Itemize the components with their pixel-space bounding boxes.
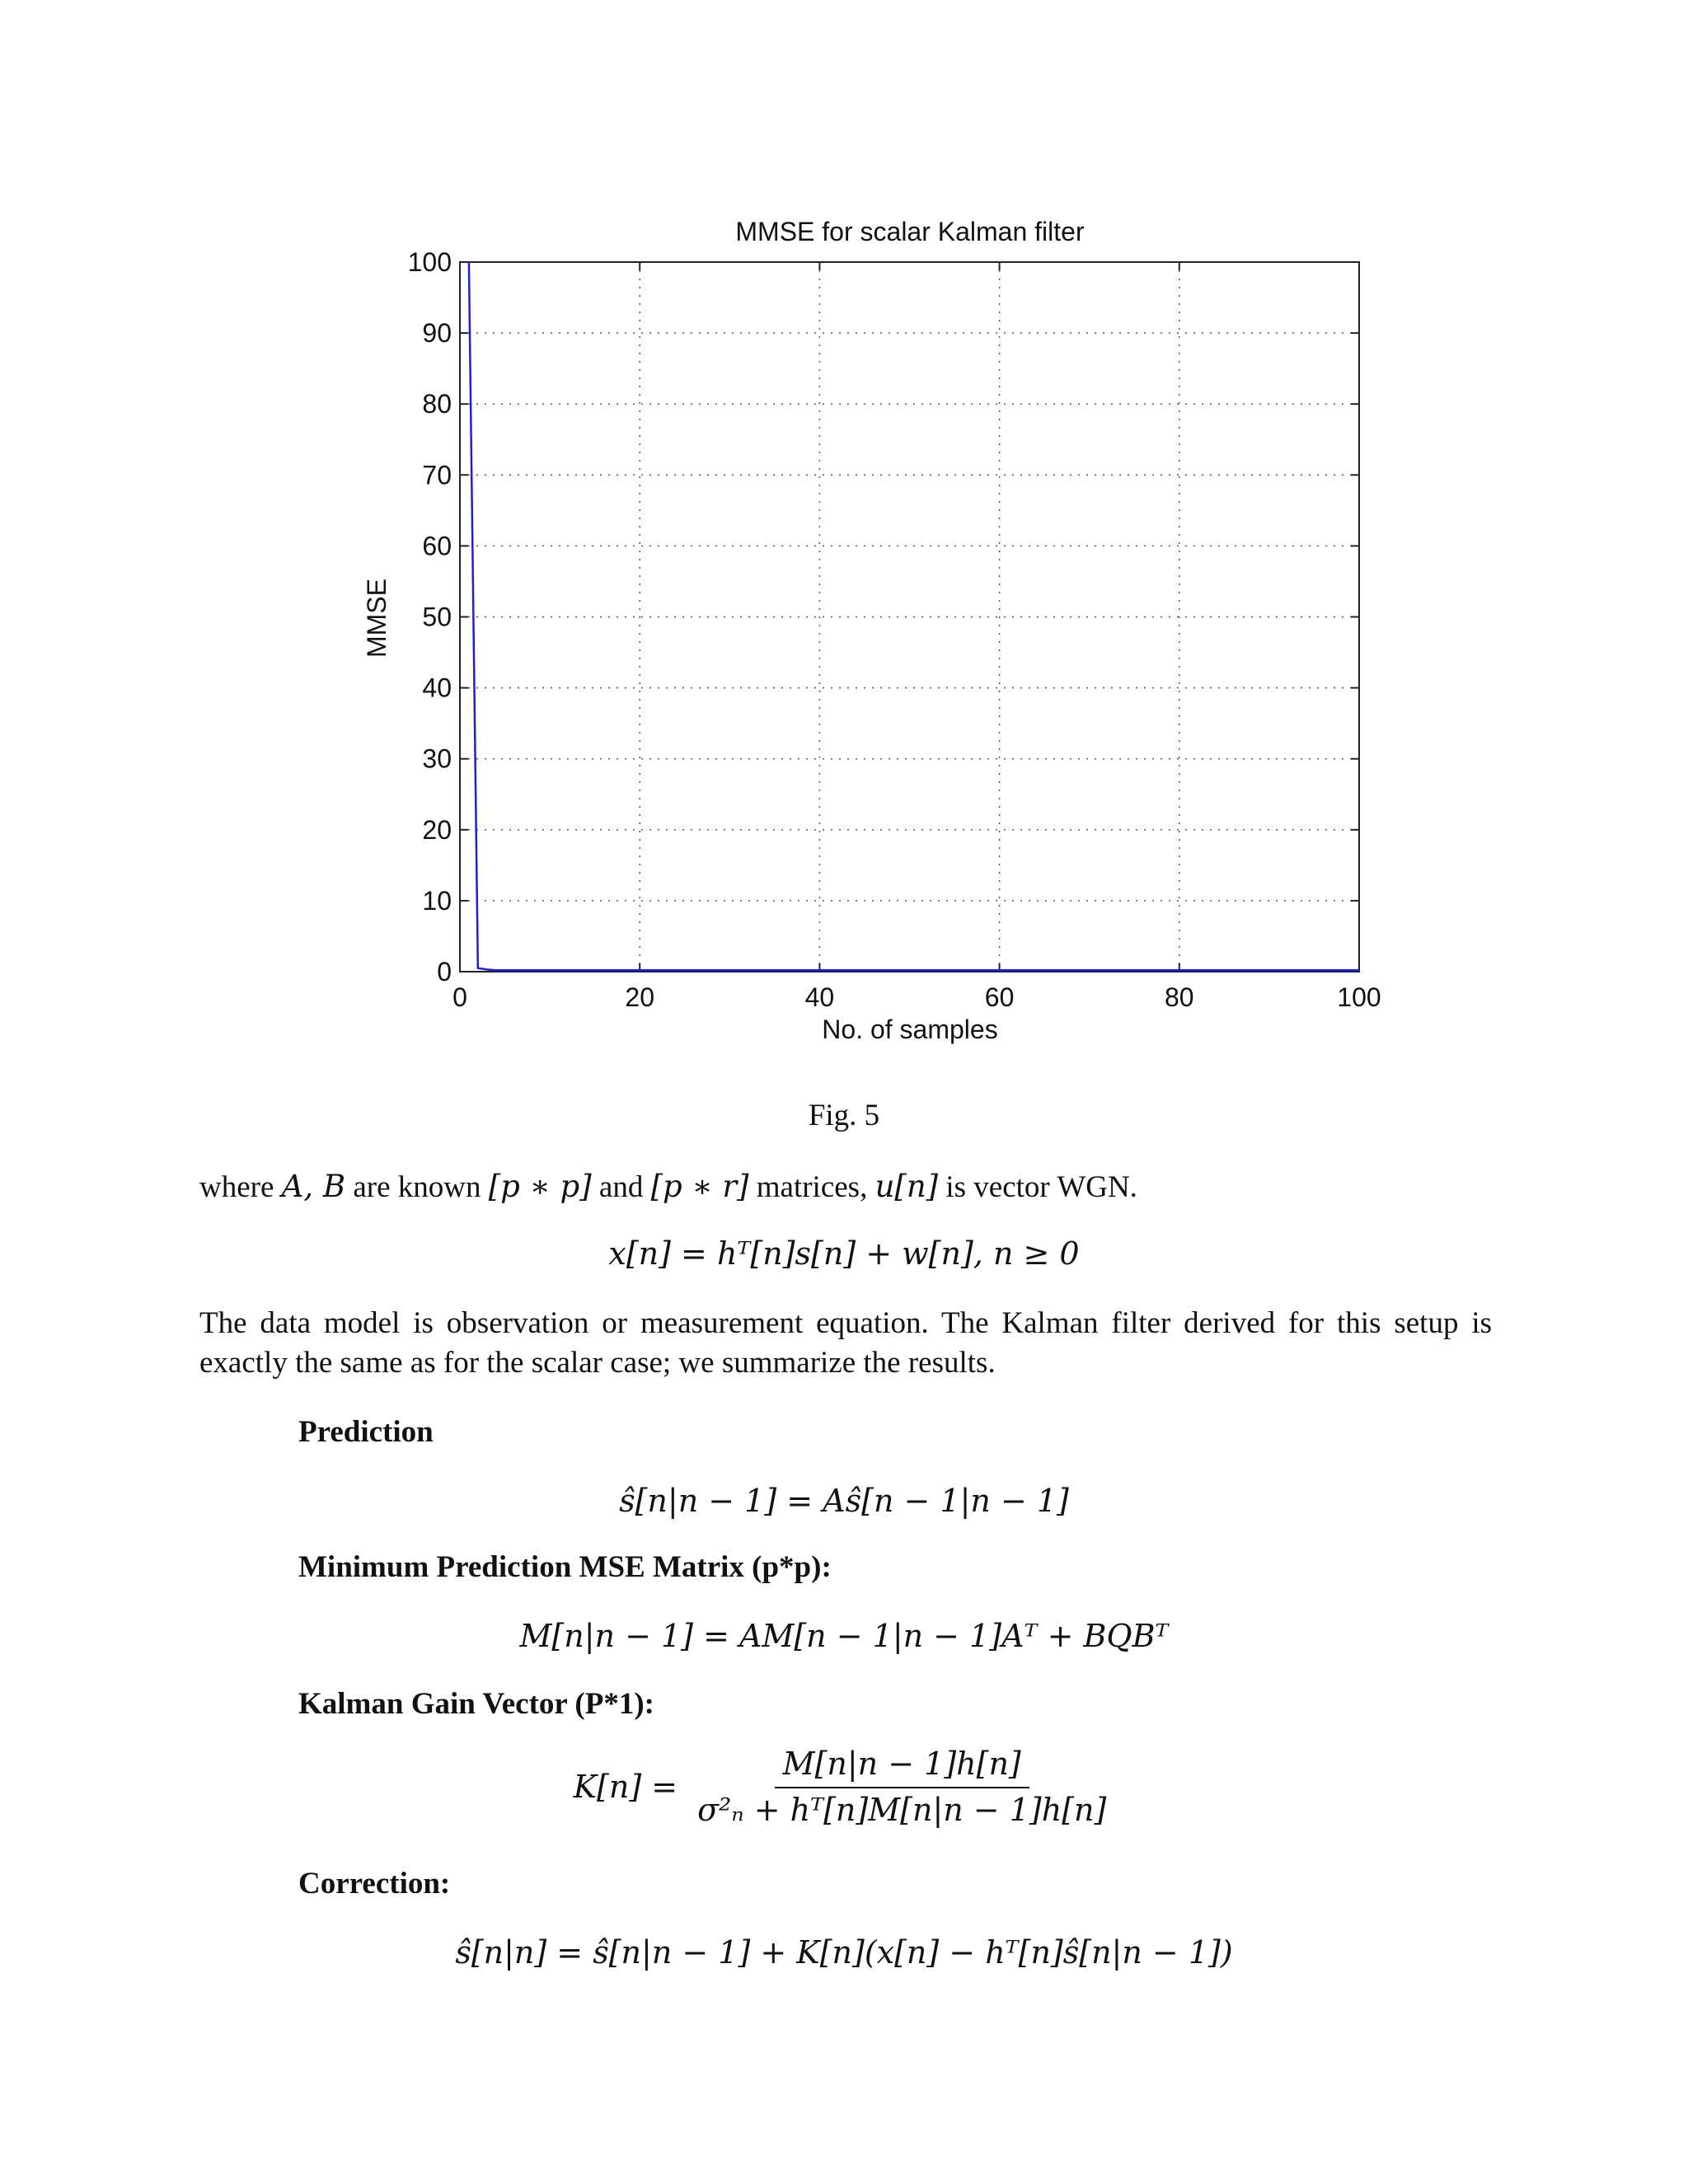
y-tick-label: 70	[422, 460, 452, 490]
y-tick-label: 90	[422, 318, 452, 349]
correction-equation: ŝ[n|n] = ŝ[n|n − 1] + K[n](x[n] − hᵀ[n]ŝ[n|n − 1])	[455, 1934, 1233, 1971]
prediction-equation: ŝ[n|n − 1] = Aŝ[n − 1|n − 1]	[619, 1483, 1069, 1519]
y-tick-label: 10	[422, 885, 452, 916]
chart-grid	[460, 262, 1359, 972]
y-tick-label: 30	[422, 743, 452, 774]
mse-heading: Minimum Prediction MSE Matrix (p*p):	[298, 1550, 832, 1584]
x-tick-label: 60	[984, 982, 1015, 1012]
chart-series	[469, 262, 1359, 970]
y-tick-label: 100	[407, 247, 452, 277]
where-suffix: is vector WGN.	[938, 1170, 1137, 1204]
body-paragraph: The data model is observation or measurement equation. The Kalman filter derived for this setup is exactly the same as for the scalar case; we summarize the results.	[199, 1306, 1492, 1380]
gain-numerator: M[n|n − 1]h[n]	[775, 1746, 1029, 1788]
observation-equation: x[n] = hᵀ[n]s[n] + w[n], n ≥ 0	[608, 1235, 1080, 1272]
chart-ticks	[408, 247, 1381, 1012]
figure-caption: Fig. 5	[808, 1099, 880, 1132]
chart-title: MMSE for scalar Kalman filter	[735, 217, 1085, 246]
x-tick-label: 0	[452, 982, 467, 1012]
where-line	[199, 1167, 1492, 1207]
x-tick-label: 20	[625, 982, 654, 1012]
y-tick-label: 50	[422, 602, 452, 632]
gain-equation	[0, 1746, 1688, 1828]
y-tick-label: 0	[437, 957, 452, 987]
where-pr: [p ∗ r]	[650, 1169, 749, 1204]
y-tick-label: 20	[422, 814, 452, 845]
gain-heading: Kalman Gain Vector (P*1):	[298, 1687, 654, 1721]
x-tick-label: 100	[1337, 982, 1381, 1012]
where-prefix: where	[199, 1170, 282, 1204]
y-tick-label: 40	[422, 673, 452, 703]
x-tick-label: 40	[804, 982, 835, 1012]
where-and: and	[591, 1170, 651, 1204]
x-tick-label: 80	[1165, 982, 1194, 1012]
y-axis-label: MMSE	[362, 579, 392, 658]
where-mid2: matrices,	[748, 1170, 875, 1204]
where-mid1: are known	[345, 1170, 489, 1204]
x-axis-label: No. of samples	[822, 1015, 998, 1044]
correction-heading: Correction:	[298, 1867, 451, 1900]
series-line-mmse	[469, 262, 1359, 970]
plot-frame	[460, 262, 1359, 972]
mse-equation: M[n|n − 1] = AM[n − 1|n − 1]Aᵀ + BQBᵀ	[519, 1618, 1169, 1654]
where-un: u[n]	[874, 1169, 939, 1204]
y-tick-label: 60	[422, 531, 452, 561]
where-pp: [p ∗ p]	[488, 1169, 592, 1204]
where-ab: A, B	[281, 1169, 346, 1204]
gain-fraction	[689, 1746, 1114, 1828]
prediction-heading: Prediction	[298, 1415, 434, 1449]
gain-lhs: K[n] =	[573, 1769, 678, 1805]
y-tick-label: 80	[422, 389, 452, 419]
gain-denominator: σ²ₙ + hᵀ[n]M[n|n − 1]h[n]	[697, 1792, 1107, 1828]
